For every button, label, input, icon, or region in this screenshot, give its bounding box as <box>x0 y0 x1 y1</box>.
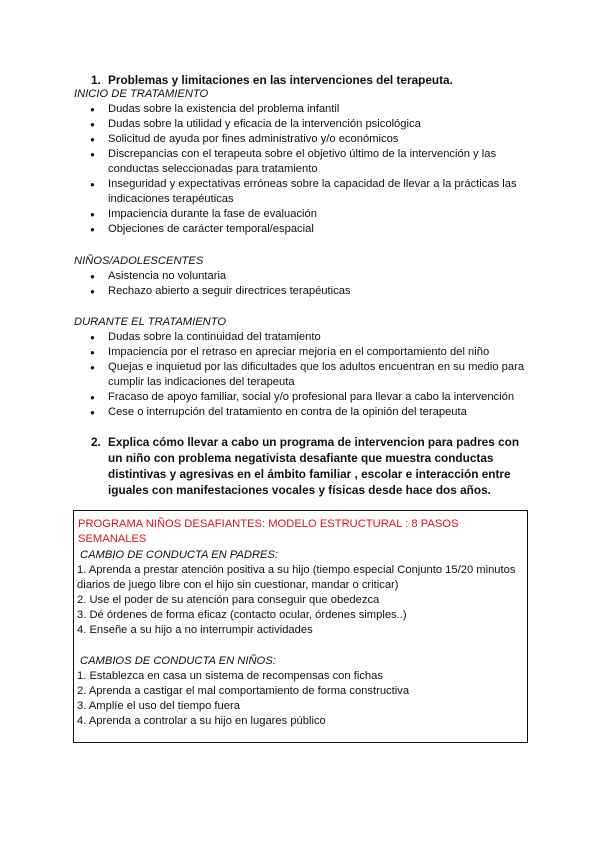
list-item: 4. Aprenda a controlar a su hijo en lugares público <box>77 715 326 727</box>
list-item: 2. Use el poder de su atención para conseguir que obedezca <box>77 594 380 606</box>
list-item: 4. Enseñe a su hijo a no interrumpir actividades <box>77 624 313 636</box>
section-title-durante: DURANTE EL TRATAMIENTO <box>74 316 227 328</box>
parents-subtitle: CAMBIO DE CONDUCTA EN PADRES: <box>80 549 279 561</box>
question-1 <box>91 72 453 88</box>
list-item: 3. Dé órdenes de forma eficaz (contacto ocular, órdenes simples..) <box>77 609 407 621</box>
list-item: 1. Aprenda a prestar atención positiva a su hijo (tiempo especial Conjunto 15/20 minutos diarios de juego libre con el hijo sin cuestionar, mandar o criticar) <box>77 564 516 591</box>
children-list <box>77 669 522 729</box>
list-item: ● Dudas sobre la continuidad del tratamiento <box>0 330 528 345</box>
question-2-number: 2. <box>91 435 101 449</box>
section-title-ninos: NIÑOS/ADOLESCENTES <box>74 255 204 267</box>
list-item: ● Cese o interrupción del tratamiento en contra de la opinión del terapeuta <box>0 405 528 420</box>
list-item: 3. Amplíe el uso del tiempo fuera <box>77 700 240 712</box>
list-item: ● Fracaso de apoyo familiar, social y/o profesional para llevar a cabo la intervención <box>0 390 528 405</box>
question-2 <box>91 434 526 498</box>
list-item: ● Rechazo abierto a seguir directrices terapéuticas <box>0 284 528 299</box>
list-item: ● Solicitud de ayuda por fines administrativo y/o económicos <box>0 132 528 147</box>
program-heading: PROGRAMA NIÑOS DESAFIANTES: MODELO ESTRUCTURAL : 8 PASOS SEMANALES <box>78 518 459 545</box>
list-item: ● Objeciones de carácter temporal/espacial <box>0 222 528 237</box>
parents-list <box>77 563 522 638</box>
list-ninos <box>0 269 528 299</box>
program-box <box>73 510 528 743</box>
list-item: 2. Aprenda a castigar el mal comportamiento de forma constructiva <box>77 685 410 697</box>
list-item: ● Impaciencia durante la fase de evaluación <box>0 207 528 222</box>
list-item: 1. Establezca en casa un sistema de recompensas con fichas <box>77 670 383 682</box>
list-durante <box>0 330 528 420</box>
question-1-number: 1. <box>91 73 101 87</box>
list-item: ● Inseguridad y expectativas erróneas sobre la capacidad de llevar a la prácticas las indicaciones terapéuticas <box>0 177 528 207</box>
children-subtitle: CAMBIOS DE CONDUCTA EN NIÑOS: <box>80 655 276 667</box>
list-item: ● Quejas e inquietud por las dificultades que los adultos encuentran en su medio para cumplir las indicaciones del terapeuta <box>0 360 528 390</box>
question-1-title: Problemas y limitaciones en las intervenciones del terapeuta. <box>108 73 453 87</box>
list-inicio <box>0 102 528 237</box>
list-item: ● Dudas sobre la existencia del problema infantil <box>0 102 528 117</box>
list-item: ● Dudas sobre la utilidad y eficacia de la intervención psicológica <box>0 117 528 132</box>
question-2-text: Explica cómo llevar a cabo un programa de intervencion para padres con un niño con problema negativista desafiante que muestra conductas distintivas y agresivas en el ámbito familiar , escolar e interacción entre iguales con manifestaciones vocales y físicas desde hace dos años. <box>108 435 520 497</box>
list-item: ● Discrepancias con el terapeuta sobre el objetivo último de la intervención y las conductas seleccionadas para tratamiento <box>0 147 528 177</box>
section-title-inicio: INICIO DE TRATAMIENTO <box>74 88 209 100</box>
list-item: ● Impaciencia por el retraso en apreciar mejoría en el comportamiento del niño <box>0 345 528 360</box>
list-item: ● Asistencia no voluntaria <box>0 269 528 284</box>
